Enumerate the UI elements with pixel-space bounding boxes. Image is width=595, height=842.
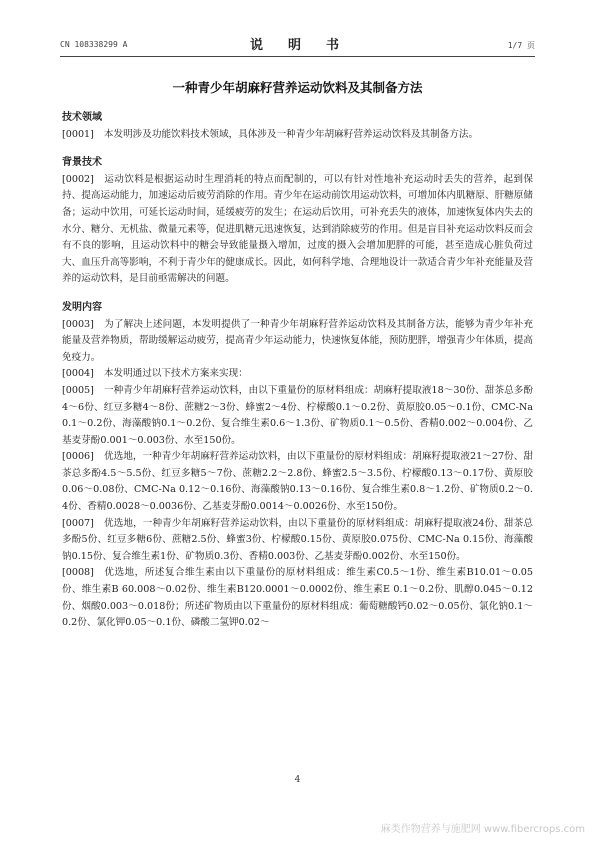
paragraph-number: [0004] xyxy=(62,368,94,380)
paragraph-0006 xyxy=(62,449,533,515)
section-heading-background: 背景技术 xyxy=(62,157,102,169)
paragraph-number: [0007] xyxy=(62,517,94,529)
section-heading-tech-field: 技术领域 xyxy=(62,112,102,123)
page-number: 4 xyxy=(294,775,301,785)
watermark-text: 麻类作物营养与施肥网 xyxy=(380,824,481,835)
publication-number: CN 108338299 A xyxy=(60,40,128,49)
paragraph-number: [0001] xyxy=(62,128,94,140)
paragraph-number: [0008] xyxy=(62,567,94,579)
paragraph-number: [0006] xyxy=(62,451,94,463)
page-header xyxy=(60,30,535,57)
paragraph-text: 运动饮料是根据运动时生理消耗的特点而配制的，可以有针对性地补充运动时丢失的营养，起到保持、提高运动能力，加速运动后疲劳消除的作用。青少年在运动前饮用运动饮料，可增加体内肌糖原、肝糖原储备；运动中饮用，可延长运动时间，延缓疲劳的发生；在运动后饮用，可补充丢失的液体，加速恢复体内失去的水分、糖分、无机盐、微量元素等，促进肌糖元迅速恢复，达到消除疲劳的作用。但是盲目补充运动饮料反而会有不良的影响，且运动饮料中的糖会导致能量摄入增加，过度的摄入会增加肥胖的可能，甚至造成心脏负荷过大、血压升高等影响，不利于青少年的健康成长。因此，如何科学地、合理地设计一款适合青少年补充能量及营养的运动饮料，是目前亟需解决的问题。 xyxy=(62,173,533,285)
paragraph-text: 优选地，一种青少年胡麻籽营养运动饮料，由以下重量份的原材料组成：胡麻籽提取液24份、甜茶总多酚5份、红豆多糖6份、蔗糖2.5份、蜂蜜3份、柠檬酸0.15份、黄原胶0.075份、CMC-Na 0.15份、海藻酸钠0.15份、复合维生素1份、矿物质0.3份、香精0.003份、乙基麦芽酚0.002份、水至150份。 xyxy=(62,517,533,562)
header-title: 说 明 书 xyxy=(249,38,345,53)
paragraph-number: [0003] xyxy=(62,318,94,330)
document-body xyxy=(62,110,533,632)
paragraph-number: [0002] xyxy=(62,173,94,185)
paragraph-0003 xyxy=(62,317,533,367)
paragraph-text: 为了解决上述问题，本发明提供了一种青少年胡麻籽营养运动饮料及其制备方法，能够为青少年补充能量及营养物质，帮助缓解运动疲劳，提高青少年运动能力，快速恢复体能，预防肥胖，增强青少年体质，提高免疫力。 xyxy=(62,318,533,363)
page-index: 1/7 页 xyxy=(507,41,535,50)
paragraph-0007 xyxy=(62,516,533,566)
paragraph-text: 优选地，一种青少年胡麻籽营养运动饮料，由以下重量份的原材料组成：胡麻籽提取液21～27份、甜茶总多酚4.5～5.5份、红豆多糖5～7份、蔗糖2.2～2.8份、蜂蜜2.5～3.5份、柠檬酸0.13～0.17份、黄原胶0.06～0.08份、CMC-Na 0.12～0.16份、海藻酸钠0.13～0.16份、复合维生素0.8～1.2份、矿物质0.2～0.4份、香精0.0028～0.0036份、乙基麦芽酚0.0014～0.0026份、水至150份。 xyxy=(62,451,533,513)
paragraph-text: 优选地，所述复合维生素由以下重量份的原材料组成：维生素C0.5～1份、维生素B10.01～0.05份、维生素B 60.008～0.02份、维生素B120.0001～0.0002份、维生素E 0.1～0.2份、肌醇0.045～0.12份、烟酸0.003～0.018份；所述矿物质由以下重量份的原材料组成：葡萄糖酸钙0.02～0.05份、氯化钠0.1～0.2份、氯化钾0.05～0.1份、磷酸二氢钾0.02～ xyxy=(62,567,533,629)
paragraph-0002 xyxy=(62,172,533,288)
section-heading-summary: 发明内容 xyxy=(62,301,102,313)
paragraph-0001 xyxy=(62,127,533,144)
watermark-url: www.fibercrops.com xyxy=(483,824,585,835)
paragraph-0004 xyxy=(62,366,533,383)
paragraph-text: 本发明通过以下技术方案来实现： xyxy=(103,368,248,380)
paragraph-0008 xyxy=(62,565,533,631)
paragraph-0005 xyxy=(62,383,533,449)
paragraph-text: 本发明涉及功能饮料技术领域，具体涉及一种青少年胡麻籽营养运动饮料及其制备方法。 xyxy=(103,128,479,140)
document-title: 一种青少年胡麻籽营养运动饮料及其制备方法 xyxy=(172,80,423,95)
watermark xyxy=(381,820,585,835)
paragraph-text: 一种青少年胡麻籽营养运动饮料，由以下重量份的原材料组成：胡麻籽提取液18～30份、甜茶总多酚4～6份、红豆多糖4～8份、蔗糖2～3份、蜂蜜2～4份、柠檬酸0.1～0.2份、黄原胶0.05～0.1份、CMC-Na0.1～0.2份、海藻酸钠0.1～0.2份、复合维生素0.6～1.3份、矿物质0.1～0.5份、香精0.002～0.004份、乙基麦芽酚0.001～0.003份、水至150份。 xyxy=(62,384,533,446)
paragraph-number: [0005] xyxy=(62,384,94,396)
